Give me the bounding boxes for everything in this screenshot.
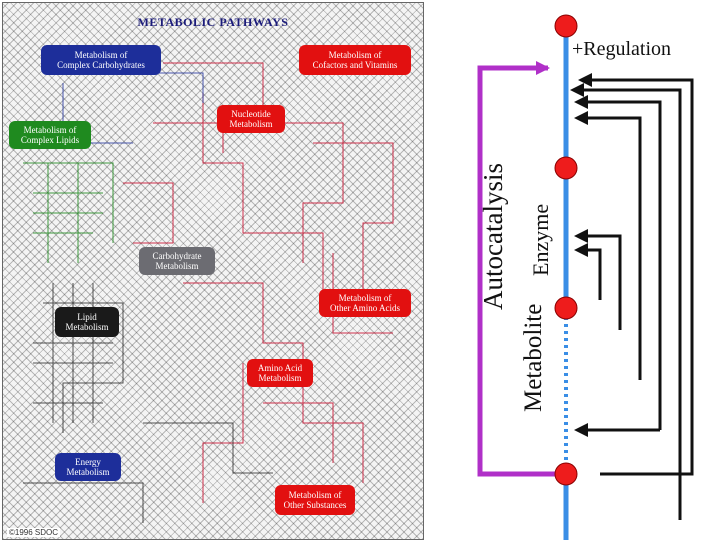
enzyme-node bbox=[555, 157, 577, 179]
autocatalysis-label: Autocatalysis bbox=[478, 163, 508, 310]
metabolite-label: Metabolite bbox=[520, 303, 547, 412]
box-label: Nucleotide Metabolism bbox=[229, 109, 273, 129]
box-label: Metabolism of Other Amino Acids bbox=[330, 293, 400, 313]
metabolite-node-bottom bbox=[555, 463, 577, 485]
arrowhead-reg-2 bbox=[570, 83, 584, 97]
box-label: Metabolism of Complex Lipids bbox=[20, 125, 80, 145]
box-label: Metabolism of Cofactors and Vitamins bbox=[312, 50, 398, 70]
arrowhead-reg-1 bbox=[578, 73, 592, 87]
regulation-arrow-6 bbox=[582, 250, 600, 300]
arrowhead-reg-3 bbox=[574, 95, 588, 109]
box-label: Metabolism of Complex Carbohydrates bbox=[57, 50, 145, 70]
box-label: Lipid Metabolism bbox=[65, 312, 109, 332]
copyright-text: ©1996 SDOC bbox=[9, 528, 59, 537]
arrowhead-reg-4 bbox=[574, 111, 588, 125]
box-label: Amino Acid Metabolism bbox=[257, 363, 303, 383]
regulation-arrow-2 bbox=[578, 90, 680, 520]
regulation-label: +Regulation bbox=[572, 38, 672, 60]
arrowhead-reg-5 bbox=[574, 229, 588, 243]
box-label: Energy Metabolism bbox=[66, 457, 110, 477]
box-label: Metabolism of Other Substances bbox=[283, 490, 347, 510]
metabolite-node-middle bbox=[555, 297, 577, 319]
arrowhead-reg-7 bbox=[574, 423, 588, 437]
arrowhead-reg-6 bbox=[574, 243, 588, 257]
metabolite-node-top bbox=[555, 15, 577, 37]
enzyme-label: Enzyme bbox=[528, 203, 553, 276]
map-title: METABOLIC PATHWAYS bbox=[137, 15, 289, 29]
box-label: Carbohydrate Metabolism bbox=[152, 251, 202, 271]
